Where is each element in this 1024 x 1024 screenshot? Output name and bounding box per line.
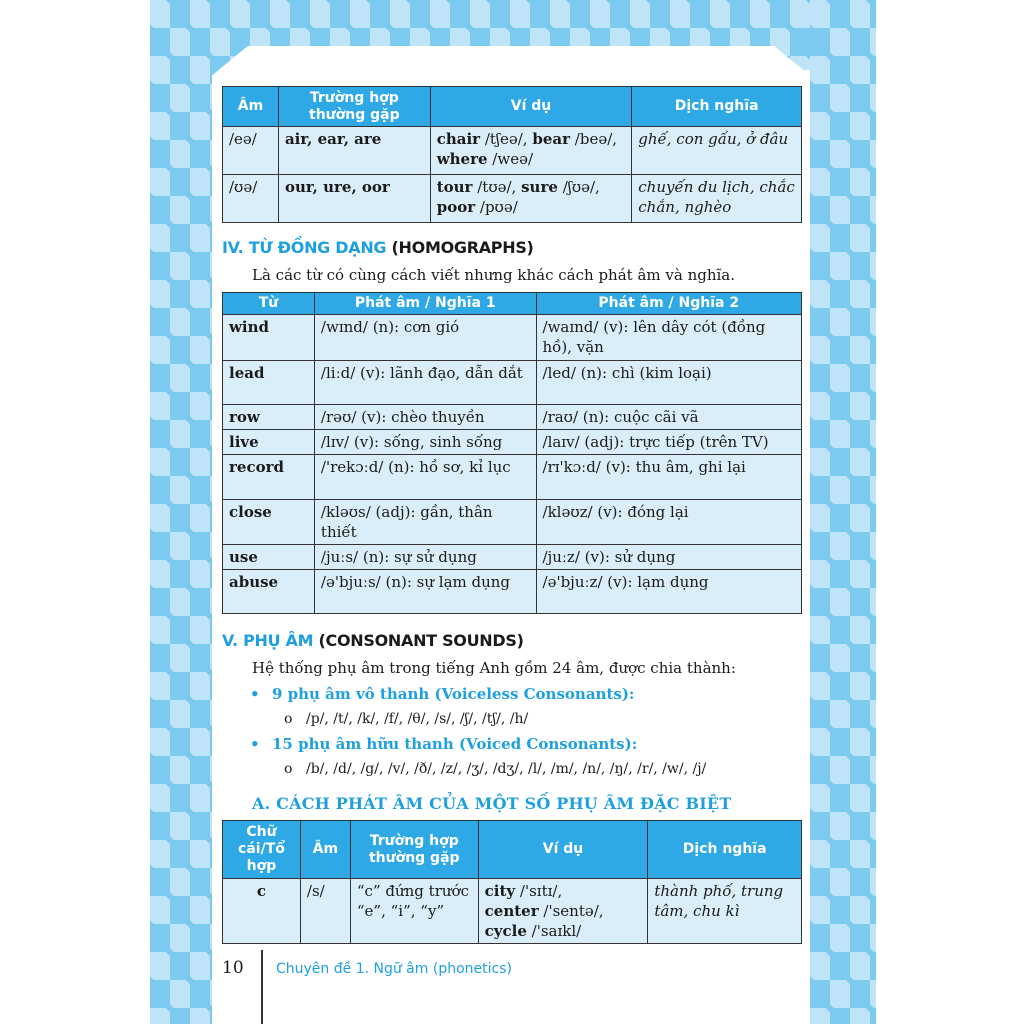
meaning-cell: chuyến du lịch, chắc chắn, nghèo xyxy=(632,175,802,223)
meaning2-cell: /raʊ/ (n): cuộc cãi vã xyxy=(536,405,801,430)
decorative-pattern-left xyxy=(150,0,220,1024)
word-cell: wind xyxy=(223,315,315,361)
meaning2-cell: /rɪ'kɔːd/ (v): thu âm, ghi lại xyxy=(536,455,801,499)
example-cell: tour /tʊə/, sure /ʃʊə/, poor /pʊə/ xyxy=(430,175,632,223)
meaning1-cell: /liːd/ (v): lãnh đạo, dẫn dắt xyxy=(314,361,536,405)
footer-divider xyxy=(261,950,263,1024)
section-heading-consonants: V. PHỤ ÂM (CONSONANT SOUNDS) xyxy=(222,631,524,650)
bullet-icon: • xyxy=(250,685,260,703)
voiceless-title: • 9 phụ âm vô thanh (Voiceless Consonants): xyxy=(250,685,635,703)
homographs-table xyxy=(222,292,802,614)
header-cell: Dịch nghĩa xyxy=(648,821,802,879)
circle-bullet-icon: o xyxy=(284,761,293,777)
word-cell: close xyxy=(223,499,315,544)
voiceless-list: o /p/, /t/, /k/, /f/, /θ/, /s/, /ʃ/, /tʃ/, /h/ xyxy=(284,711,529,727)
special-consonants-subheading: A. CÁCH PHÁT ÂM CỦA MỘT SỐ PHỤ ÂM ĐẶC BIỆT xyxy=(252,794,732,813)
header-cell: Âm xyxy=(300,821,350,879)
bullet-icon: • xyxy=(250,735,260,753)
table-row xyxy=(223,544,802,569)
cases-cell: air, ear, are xyxy=(278,127,430,175)
word-cell: live xyxy=(223,430,315,455)
meaning2-cell: /ə'bjuːz/ (v): lạm dụng xyxy=(536,569,801,613)
letter-cell: c xyxy=(223,879,301,944)
table-row xyxy=(223,361,802,405)
meaning2-cell: /juːz/ (v): sử dụng xyxy=(536,544,801,569)
header-cell: Trường hợp thường gặp xyxy=(278,87,430,127)
meaning1-cell: /wɪnd/ (n): cơn gió xyxy=(314,315,536,361)
meaning1-cell: /rəʊ/ (v): chèo thuyền xyxy=(314,405,536,430)
meaning1-cell: /ə'bjuːs/ (n): sự lạm dụng xyxy=(314,569,536,613)
header-cell: Ví dụ xyxy=(430,87,632,127)
decorative-pattern-right xyxy=(810,0,876,1024)
special-consonants-table xyxy=(222,820,802,944)
word-cell: row xyxy=(223,405,315,430)
meaning2-cell: /waɪnd/ (v): lên dây cót (đồng hồ), vặn xyxy=(536,315,801,361)
homographs-intro: Là các từ có cùng cách viết nhưng khác cách phát âm và nghĩa. xyxy=(252,266,736,284)
meaning2-cell: /kləʊz/ (v): đóng lại xyxy=(536,499,801,544)
meaning-cell: thành phố, trung tâm, chu kì xyxy=(648,879,802,944)
word-cell: lead xyxy=(223,361,315,405)
page-number: 10 xyxy=(222,958,244,978)
sound-cell: /eə/ xyxy=(223,127,279,175)
consonants-intro: Hệ thống phụ âm trong tiếng Anh gồm 24 âm, được chia thành: xyxy=(252,659,736,677)
header-cell: Phát âm / Nghĩa 1 xyxy=(314,293,536,315)
meaning-cell: ghế, con gấu, ở đâu xyxy=(632,127,802,175)
meaning2-cell: /laɪv/ (adj): trực tiếp (trên TV) xyxy=(536,430,801,455)
header-cell: Từ xyxy=(223,293,315,315)
example-cell: city /'sɪtɪ/, center /'sentə/, cycle /'saɪkl/ xyxy=(478,879,648,944)
header-cell: Chữ cái/Tổ hợp xyxy=(223,821,301,879)
cases-cell: our, ure, oor xyxy=(278,175,430,223)
header-cell: Ví dụ xyxy=(478,821,648,879)
header-cell: Âm xyxy=(223,87,279,127)
voiced-title: • 15 phụ âm hữu thanh (Voiced Consonants): xyxy=(250,735,638,753)
table-header-row xyxy=(223,293,802,315)
table-row xyxy=(223,127,802,175)
table-row xyxy=(223,455,802,499)
sound-cell: /ʊə/ xyxy=(223,175,279,223)
chapter-title: Chuyên đề 1. Ngữ âm (phonetics) xyxy=(276,961,512,977)
meaning1-cell: /'rekɔːd/ (n): hồ sơ, kỉ lục xyxy=(314,455,536,499)
meaning1-cell: /kləʊs/ (adj): gần, thân thiết xyxy=(314,499,536,544)
table-header-row xyxy=(223,821,802,879)
meaning1-cell: /juːs/ (n): sự sử dụng xyxy=(314,544,536,569)
vowel-table xyxy=(222,86,802,223)
example-cell: chair /tʃeə/, bear /beə/, where /weə/ xyxy=(430,127,632,175)
table-row xyxy=(223,430,802,455)
meaning2-cell: /led/ (n): chì (kim loại) xyxy=(536,361,801,405)
cases-cell: “c” đứng trước “e”, “i”, “y” xyxy=(350,879,478,944)
section-heading-homographs: IV. TỪ ĐỒNG DẠNG (HOMOGRAPHS) xyxy=(222,238,534,257)
table-row xyxy=(223,569,802,613)
table-row xyxy=(223,315,802,361)
table-row xyxy=(223,175,802,223)
circle-bullet-icon: o xyxy=(284,711,293,727)
voiced-list: o /b/, /d/, /g/, /v/, /ð/, /z/, /ʒ/, /dʒ/, /l/, /m/, /n/, /ŋ/, /r/, /w/, /j/ xyxy=(284,761,707,777)
sound-cell: /s/ xyxy=(300,879,350,944)
word-cell: record xyxy=(223,455,315,499)
table-row xyxy=(223,879,802,944)
word-cell: use xyxy=(223,544,315,569)
table-header-row xyxy=(223,87,802,127)
word-cell: abuse xyxy=(223,569,315,613)
table-row xyxy=(223,499,802,544)
header-cell: Trường hợp thường gặp xyxy=(350,821,478,879)
header-cell: Phát âm / Nghĩa 2 xyxy=(536,293,801,315)
meaning1-cell: /lɪv/ (v): sống, sinh sống xyxy=(314,430,536,455)
table-row xyxy=(223,405,802,430)
header-cell: Dịch nghĩa xyxy=(632,87,802,127)
